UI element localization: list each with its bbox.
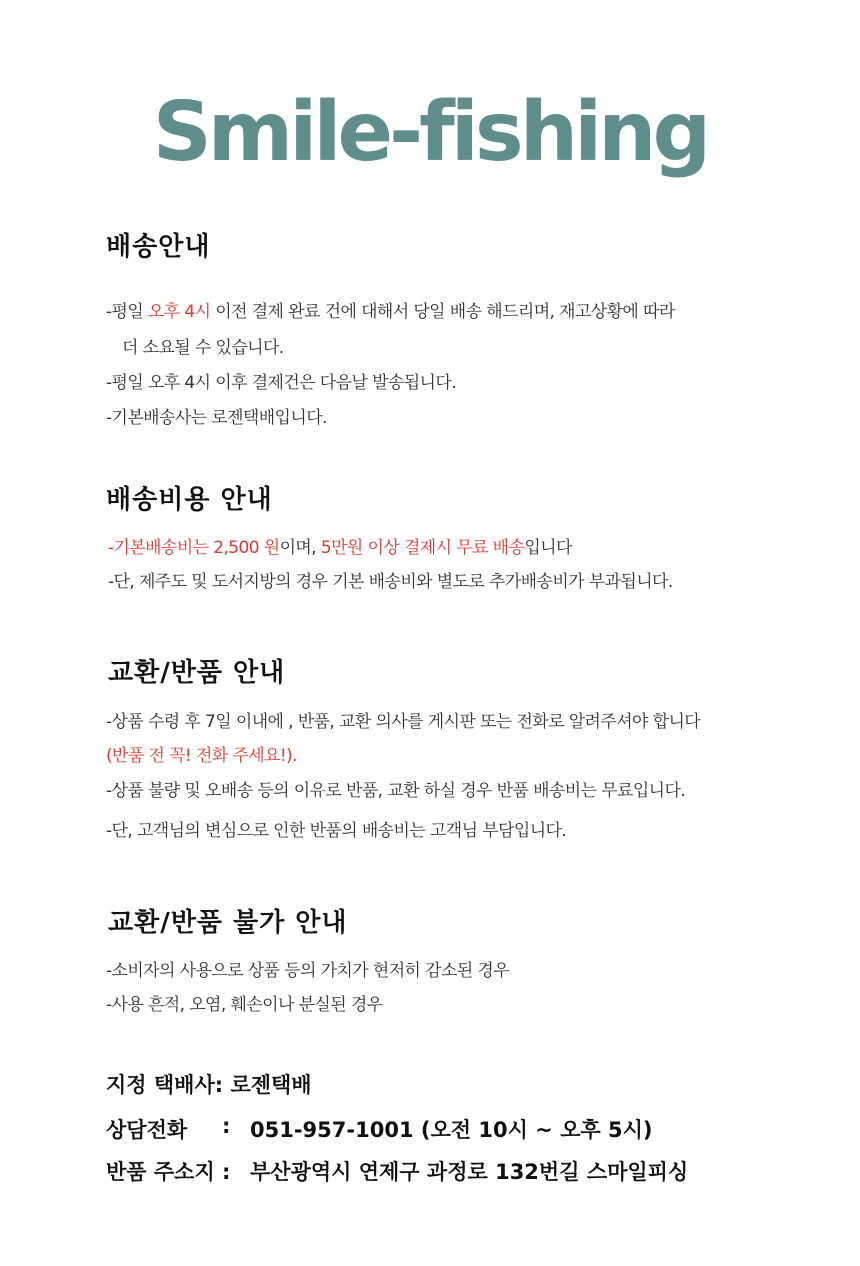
shipping-line-1-text: -평일 (106, 302, 148, 322)
exchange-line-4: -단, 고객님의 변심으로 인한 반품의 배송비는 고객님 부담입니다. (106, 821, 567, 841)
no-exchange-heading: 교환/반품 불가 안내 (108, 908, 348, 938)
fee-free-shipping-highlight: 5만원 이상 결제시 무료 배송 (320, 538, 525, 558)
fee-line-1 (108, 533, 572, 558)
shipping-line-4: -기본배송사는 로젠택배입니다. (106, 408, 327, 428)
fee-base-highlight: -기본배송비는 2,500 원 (108, 538, 280, 558)
no-exchange-line-2: -사용 흔적, 오염, 훼손이나 분실된 경우 (106, 995, 383, 1015)
shipping-cutoff-highlight: 오후 4시 (147, 302, 211, 322)
fee-line-2: -단, 제주도 및 도서지방의 경우 기본 배송비와 별도로 추가배송비가 부과됩니다. (108, 572, 673, 592)
exchange-line-3: -상품 불량 및 오배송 등의 이유로 반품, 교환 하실 경우 반품 배송비는 무료입니다. (106, 781, 686, 801)
fee-line-1-mid: 이며, (279, 538, 321, 558)
exchange-heading: 교환/반품 안내 (108, 658, 286, 688)
brand-logo: Smile-fishing (152, 85, 708, 180)
return-address: 부산광역시 연제구 과정로 132번길 스마일피싱 (250, 1160, 689, 1184)
fee-line-1-end: 입니다 (524, 538, 572, 558)
shipping-line-3: -평일 오후 4시 이후 결제건은 다음날 발송됩니다. (106, 373, 456, 393)
return-address-info (106, 1156, 689, 1186)
phone-info (106, 1114, 653, 1144)
shipping-heading: 배송안내 (106, 232, 211, 262)
no-exchange-line-1: -소비자의 사용으로 상품 등의 가치가 현저히 감소된 경우 (106, 961, 510, 981)
phone-separator: : (222, 1114, 231, 1138)
exchange-call-first: (반품 전 꼭! 전화 주세요!). (106, 746, 297, 766)
return-address-label: 반품 주소지 : (106, 1160, 231, 1184)
shipping-line-2: 더 소요될 수 있습니다. (122, 338, 284, 358)
fee-heading: 배송비용 안내 (106, 485, 273, 515)
shipping-line-1 (106, 297, 675, 322)
phone-number: 051-957-1001 (오전 10시 ~ 오후 5시) (250, 1118, 653, 1142)
courier-info: 지정 택배사: 로젠택배 (106, 1073, 312, 1097)
phone-label: 상담전화 (106, 1118, 188, 1142)
exchange-line-1: -상품 수령 후 7일 이내에 , 반품, 교환 의사를 게시판 또는 전화로 알려주셔야 합니다 (106, 712, 701, 732)
shipping-line-1-rest: 이전 결제 완료 건에 대해서 당일 배송 해드리며, 재고상황에 따라 (210, 302, 675, 322)
